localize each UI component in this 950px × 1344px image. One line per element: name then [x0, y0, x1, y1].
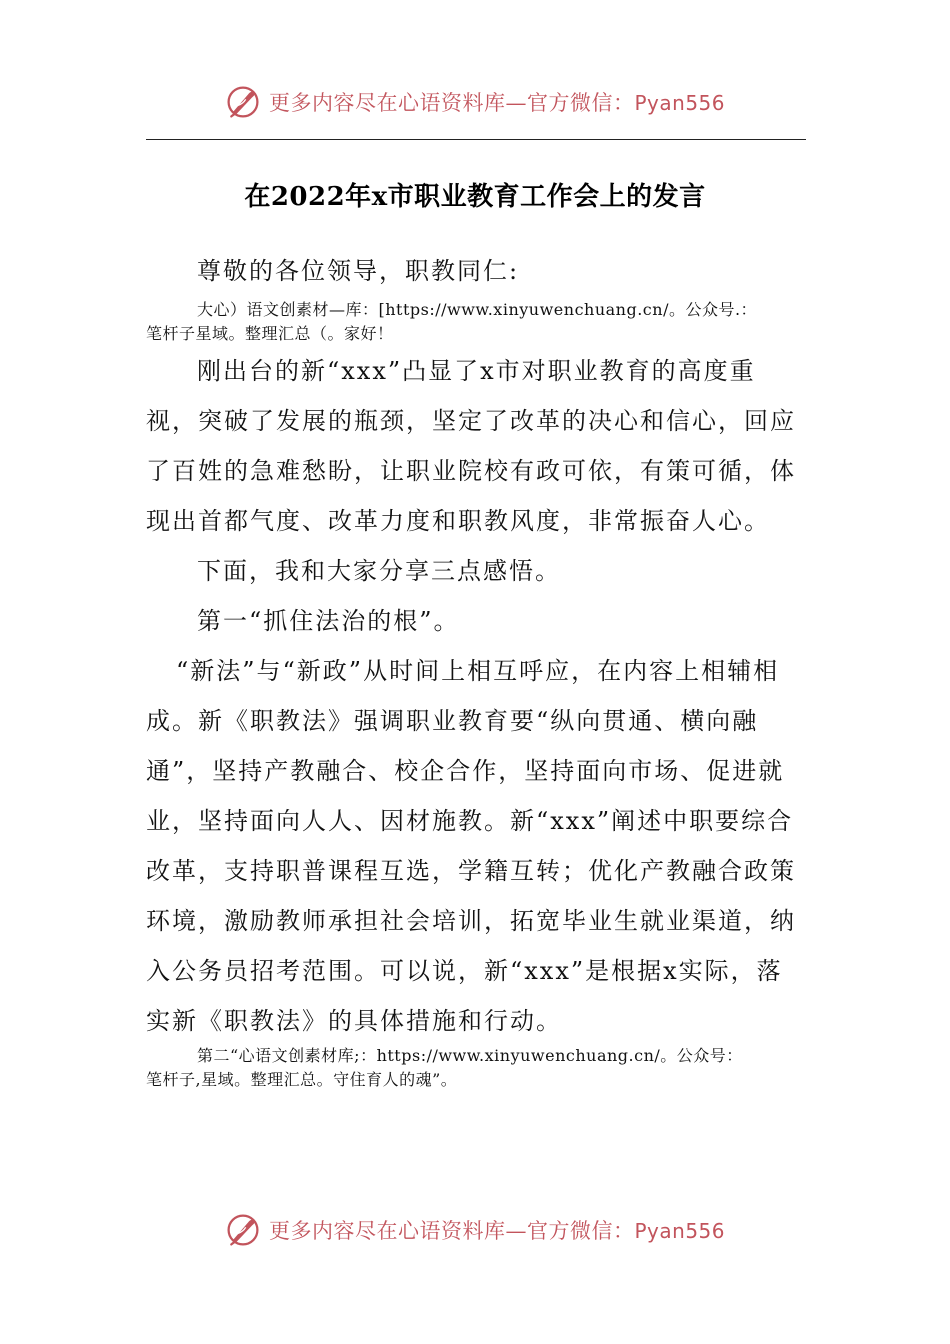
watermark-line: 笔杆子星域。整理汇总（。家好！ — [146, 324, 394, 343]
greeting-block — [146, 246, 806, 296]
quill-pen-icon — [225, 84, 261, 120]
quill-pen-icon — [225, 1212, 261, 1248]
header-banner — [0, 84, 950, 120]
paragraph-3: 第一“抓住法治的根”。 — [197, 607, 460, 635]
watermark-line: 笔杆子,星域。整理汇总。守住育人的魂”。 — [146, 1070, 458, 1089]
paragraph-4: “新法”与“新政”从时间上相互呼应，在内容上相辅相成。新《职教法》强调职业教育要“纵向贯通、横向融通”，坚持产教融合、校企合作，坚持面向市场、促进就业，坚持面向人人、因材施教。新“xxx”阐述中职要综合改革，支持职普课程互选，学籍互转；优化产教融合政策环境，激励教师承担社会培训，拓宽毕业生就业渠道，纳入公务员招考范围。可以说，新“xxx”是根据x实际，落实新《职教法》的具体措施和行动。 — [146, 657, 796, 1035]
watermark-line: 第二“心语文创素材库;：https://www.xinyuwenchuang.cn/。公众号： — [197, 1046, 743, 1065]
greeting: 尊敬的各位领导，职教同仁: — [197, 257, 520, 285]
page-title: 在2022年x市职业教育工作会上的发言 — [244, 182, 706, 212]
footer-banner — [0, 1212, 950, 1248]
paragraph-2: 下面，我和大家分享三点感悟。 — [197, 557, 561, 585]
banner-text: 更多内容尽在心语资料库—官方微信：Pyan556 — [268, 1219, 725, 1243]
watermark-block-2 — [146, 1044, 806, 1092]
paragraph-1: 刚出台的新“xxx”凸显了x市对职业教育的高度重视，突破了发展的瓶颈，坚定了改革的决心和信心，回应了百姓的急难愁盼，让职业院校有政可依，有策可循，体现出首都气度、改革力度和职教风度，非常振奋人心。 — [146, 357, 796, 535]
main-body — [146, 346, 806, 1046]
wechat-id: Pyan556 — [634, 91, 725, 115]
header-rule — [146, 139, 806, 140]
watermark-line: 大心）语文创素材—库：[https://www.xinyuwenchuang.cn/。公众号.： — [197, 300, 758, 319]
wechat-id: Pyan556 — [634, 1219, 725, 1243]
banner-text: 更多内容尽在心语资料库—官方微信：Pyan556 — [268, 91, 725, 115]
watermark-block-1 — [146, 298, 806, 346]
